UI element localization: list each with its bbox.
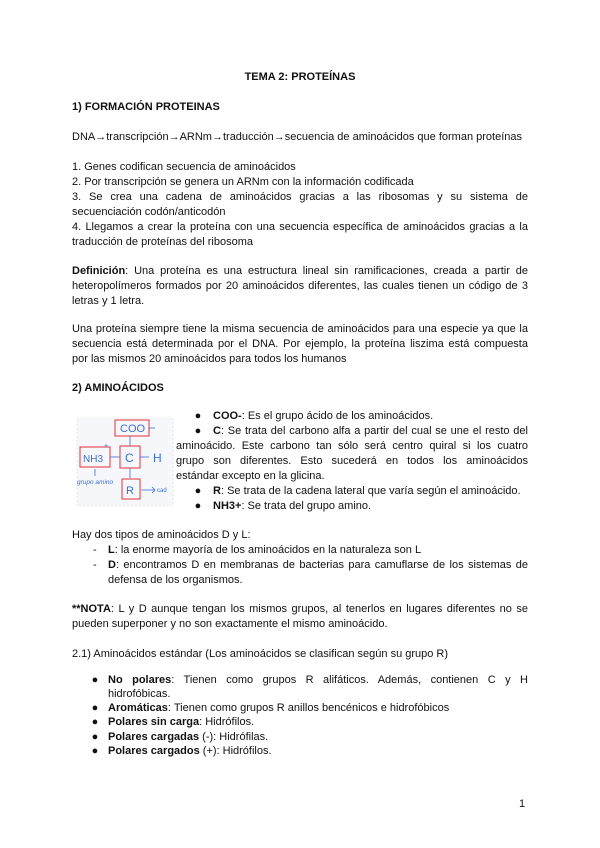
svg-text:+: + [104, 443, 109, 450]
bullet-polares-cargadas: ● [91, 731, 99, 743]
nota-line-2: pueden superponer y no son exactamente el mismo aminoácido. [72, 618, 388, 630]
definition-line-1 [72, 265, 528, 278]
bullet-c-cont-1: aminoácido. Este carbono tan sólo será centro quiral si los cuatro [176, 440, 528, 452]
bullet-polares-sin-carga: ● [91, 716, 99, 728]
step-4: 4. Llegamos a crear la proteína con una secuencia específica de aminoácidos gracias a la [72, 221, 528, 233]
bullet-nh3: ● [194, 500, 202, 512]
bullet-no-polares: ● [91, 674, 99, 686]
r-label: R [126, 485, 134, 497]
h-label: H [153, 451, 162, 465]
bullet-r: ● [194, 485, 202, 497]
definition-line-2: heteropolímeros formados por 20 aminoácidos diferentes, las cuales tienen un código de 3 [72, 280, 528, 292]
grupo-amino-label: grupo amino [77, 479, 114, 486]
step-1: 1. Genes codifican secuencia de aminoácidos [72, 161, 296, 173]
amino-acid-sketch [75, 414, 175, 509]
section1-heading: 1) FORMACIÓN PROTEINAS [72, 101, 220, 113]
paragraph-line-1: Una proteína siempre tiene la misma secuencia de aminoácidos para una especie ya que la [72, 323, 528, 335]
nh3-label: NH3 [83, 454, 104, 465]
class-polares-cargados: Polares cargados (+): Hidrófilos. [108, 745, 272, 757]
nota-line-1: **NOTA: L y D aunque tengan los mismos grupos, al tenerlos en lugares diferentes no se [72, 603, 528, 615]
bullet-c-text: C: Se trata del carbono alfa a partir del cual se une el resto del [213, 425, 528, 437]
class-polares-cargadas: Polares cargadas (-): Hidrófilas. [108, 731, 269, 743]
cad-label: cad [157, 488, 167, 494]
class-no-polares: No polares: Tienen como grupos R alifáticos. Además, contienen C y H [108, 674, 528, 686]
section2-heading: 2) AMINOÁCIDOS [72, 382, 164, 394]
page-number: 1 [519, 798, 526, 810]
bullet-r-text: R: Se trata de la cadena lateral que varía según el aminoácido. [213, 485, 521, 497]
definition-text-1: : Una proteína es una estructura lineal sin ramificaciones, creada a partir de [125, 265, 528, 277]
bullet-aromaticas: ● [91, 702, 99, 714]
dash-d: - [93, 559, 97, 571]
type-l: L: la enorme mayoría de los aminoácidos en la naturaleza son L [108, 544, 422, 556]
bullet-coo: ● [194, 410, 202, 422]
bullet-c-cont-2: grupo son diferentes. Esto sucederá en todos los aminoácidos [176, 455, 528, 467]
bullet-c: ● [194, 425, 202, 437]
bullet-coo-text: COO-: Es el grupo ácido de los aminoácidos. [213, 410, 434, 422]
step-4-cont: traducción de proteínas del ribosoma [72, 236, 253, 248]
step-3-cont: secuenciación codón/anticodón [72, 206, 226, 218]
page-title: TEMA 2: PROTEÍNAS [244, 71, 356, 83]
class-no-polares-cont: hidrofóbicas. [108, 688, 171, 700]
bullet-c-cont-3: estándar excepto en la glicina. [176, 470, 325, 482]
class-aromaticas: Aromáticas: Tienen como grupos R anillos bencénicos e hidrofóbicos [108, 702, 450, 714]
step-3: 3. Se crea una cadena de aminoácidos gracias a las ribosomas y su sistema de [72, 191, 528, 203]
dash-l: - [93, 544, 97, 556]
bullet-polares-cargados: ● [91, 745, 99, 757]
definition-label: Definición [72, 265, 126, 277]
step-2: 2. Por transcripción se genera un ARNm con la información codificada [72, 176, 414, 188]
flow-line: DNA→transcripción→ARNm→traducción→secuencia de aminoácidos que forman proteínas [72, 131, 522, 143]
c-label: C [125, 451, 134, 465]
type-d: D: encontramos D en membranas de bacterias para camuflarse de los sistemas de [108, 559, 528, 571]
coo-label: COO [120, 423, 146, 435]
bullet-nh3-text: NH3+: Se trata del grupo amino. [213, 500, 372, 512]
definition-line-3: letras y 1 letra. [72, 295, 145, 307]
sub-heading-2-1: 2.1) Aminoácidos estándar (Los aminoácidos se clasifican según su grupo R) [72, 648, 449, 660]
paragraph-line-2: secuencia está determinada por el DNA. Por ejemplo, la proteína liszima está compuesta [72, 338, 528, 350]
class-polares-sin-carga: Polares sin carga: Hidrófilos. [108, 716, 255, 728]
paragraph-line-3: por las mismos 20 aminoácidos para todos los humanos [72, 353, 347, 365]
types-intro: Hay dos tipos de aminoácidos D y L: [72, 529, 251, 541]
type-d-cont: defensa de los organismos. [108, 574, 243, 586]
